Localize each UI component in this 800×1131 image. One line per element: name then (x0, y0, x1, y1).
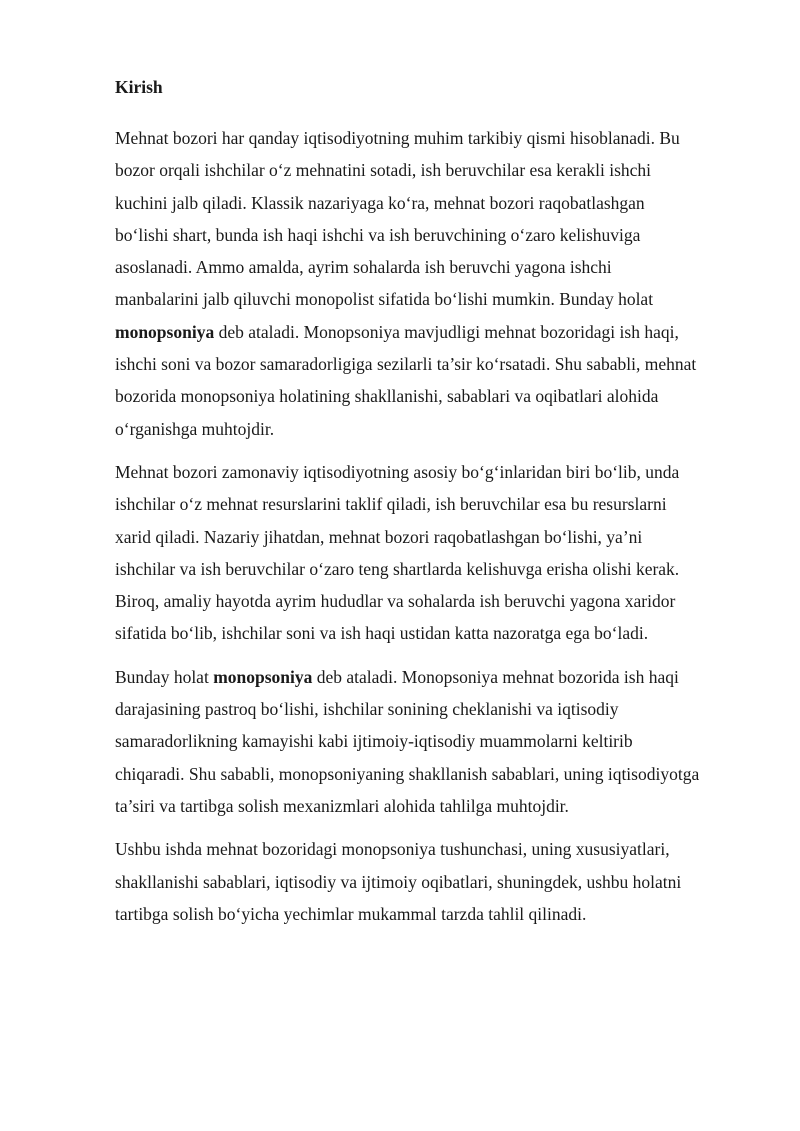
document-body (115, 73, 747, 941)
text-line (115, 585, 747, 617)
text-segment: ta’siri va tartibga solish mexanizmlari alohida tahlilga muhtojdir. (115, 795, 569, 816)
text-segment: shakllanishi sabablari, iqtisodiy va ijtimoiy oqibatlari, shuningdek, ushbu holatni (115, 871, 682, 892)
text-segment: asoslanadi. Ammo amalda, ayrim sohalarda ish beruvchi yagona ishchi (115, 257, 612, 278)
text-segment: bo‘lishi shart, bunda ish haqi ishchi va ish beruvchining o‘zaro kelishuviga (115, 224, 641, 245)
text-segment: Bunday holat (115, 666, 214, 687)
text-line (115, 283, 747, 315)
text-line (115, 413, 747, 445)
text-line (115, 154, 747, 186)
text-segment: tartibga solish bo‘yicha yechimlar mukammal tarzda tahlil qilinadi. (115, 903, 587, 924)
bold-term: monopsoniya (213, 666, 313, 687)
text-segment: manbalarini jalb qiluvchi monopolist sifatida bo‘lishi mumkin. Bunday holat (115, 289, 654, 310)
text-segment: ishchilar o‘z mehnat resurslarini taklif qiladi, ish beruvchilar esa bu resurslarni (115, 494, 667, 515)
text-line (115, 617, 747, 649)
text-line (115, 790, 747, 822)
bold-term: monopsoniya (115, 321, 215, 342)
text-segment: Biroq, amaliy hayotda ayrim hududlar va sohalarda ish beruvchi yagona xaridor (115, 591, 676, 612)
text-segment: o‘rganishga muhtojdir. (115, 418, 275, 439)
text-line (115, 488, 747, 520)
text-segment: Ushbu ishda mehnat bozoridagi monopsoniya tushunchasi, uning xususiyatlari, (115, 839, 670, 860)
text-line (115, 758, 747, 790)
text-segment: chiqaradi. Shu sababli, monopsoniyaning shakllanish sabablari, uning iqtisodiyotga (115, 763, 700, 784)
text-line (115, 693, 747, 725)
paragraph (115, 456, 747, 650)
text-line (115, 553, 747, 585)
section-heading: Kirish (115, 77, 163, 97)
text-line (115, 251, 747, 283)
text-line (115, 219, 747, 251)
text-segment: Mehnat bozori zamonaviy iqtisodiyotning asosiy bo‘g‘inlaridan biri bo‘lib, unda (115, 461, 680, 482)
text-segment: samaradorlikning kamayishi kabi ijtimoiy-iqtisodiy muammolarni keltirib (115, 731, 633, 752)
text-line (115, 833, 747, 865)
text-line (115, 898, 747, 930)
text-line (115, 866, 747, 898)
text-segment: deb ataladi. Monopsoniya mavjudligi mehnat bozoridagi ish haqi, (214, 321, 679, 342)
text-segment: bozorida monopsoniya holatining shakllanishi, sabablari va oqibatlari alohida (115, 386, 659, 407)
text-segment: bozor orqali ishchilar o‘z mehnatini sotadi, ish beruvchilar esa kerakli ishchi (115, 160, 652, 181)
text-line (115, 122, 747, 154)
text-line (115, 348, 747, 380)
text-segment: darajasining pastroq bo‘lishi, ishchilar sonining cheklanishi va iqtisodiy (115, 699, 619, 720)
paragraph (115, 833, 747, 930)
text-segment: Mehnat bozori har qanday iqtisodiyotning muhim tarkibiy qismi hisoblanadi. Bu (115, 128, 680, 148)
paragraph (115, 122, 747, 445)
paragraphs-container (115, 122, 747, 930)
text-line (115, 661, 747, 693)
text-segment: xarid qiladi. Nazariy jihatdan, mehnat bozori raqobatlashgan bo‘lishi, ya’ni (115, 526, 643, 547)
text-line (115, 725, 747, 757)
text-segment: ishchi soni va bozor samaradorligiga sezilarli ta’sir ko‘rsatadi. Shu sababli, mehnat (115, 354, 697, 375)
text-segment: deb ataladi. Monopsoniya mehnat bozorida ish haqi (312, 666, 679, 687)
text-line (115, 521, 747, 553)
text-segment: ishchilar va ish beruvchilar o‘zaro teng shartlarda kelishuvga erisha olishi kerak. (115, 558, 680, 579)
text-segment: sifatida bo‘lib, ishchilar soni va ish haqi ustidan katta nazoratga ega bo‘ladi. (115, 623, 649, 644)
text-segment: kuchini jalb qiladi. Klassik nazariyaga ko‘ra, mehnat bozori raqobatlashgan (115, 192, 645, 213)
text-line (115, 380, 747, 412)
text-line (115, 456, 747, 488)
text-line (115, 316, 747, 348)
text-line (115, 187, 747, 219)
paragraph (115, 661, 747, 822)
